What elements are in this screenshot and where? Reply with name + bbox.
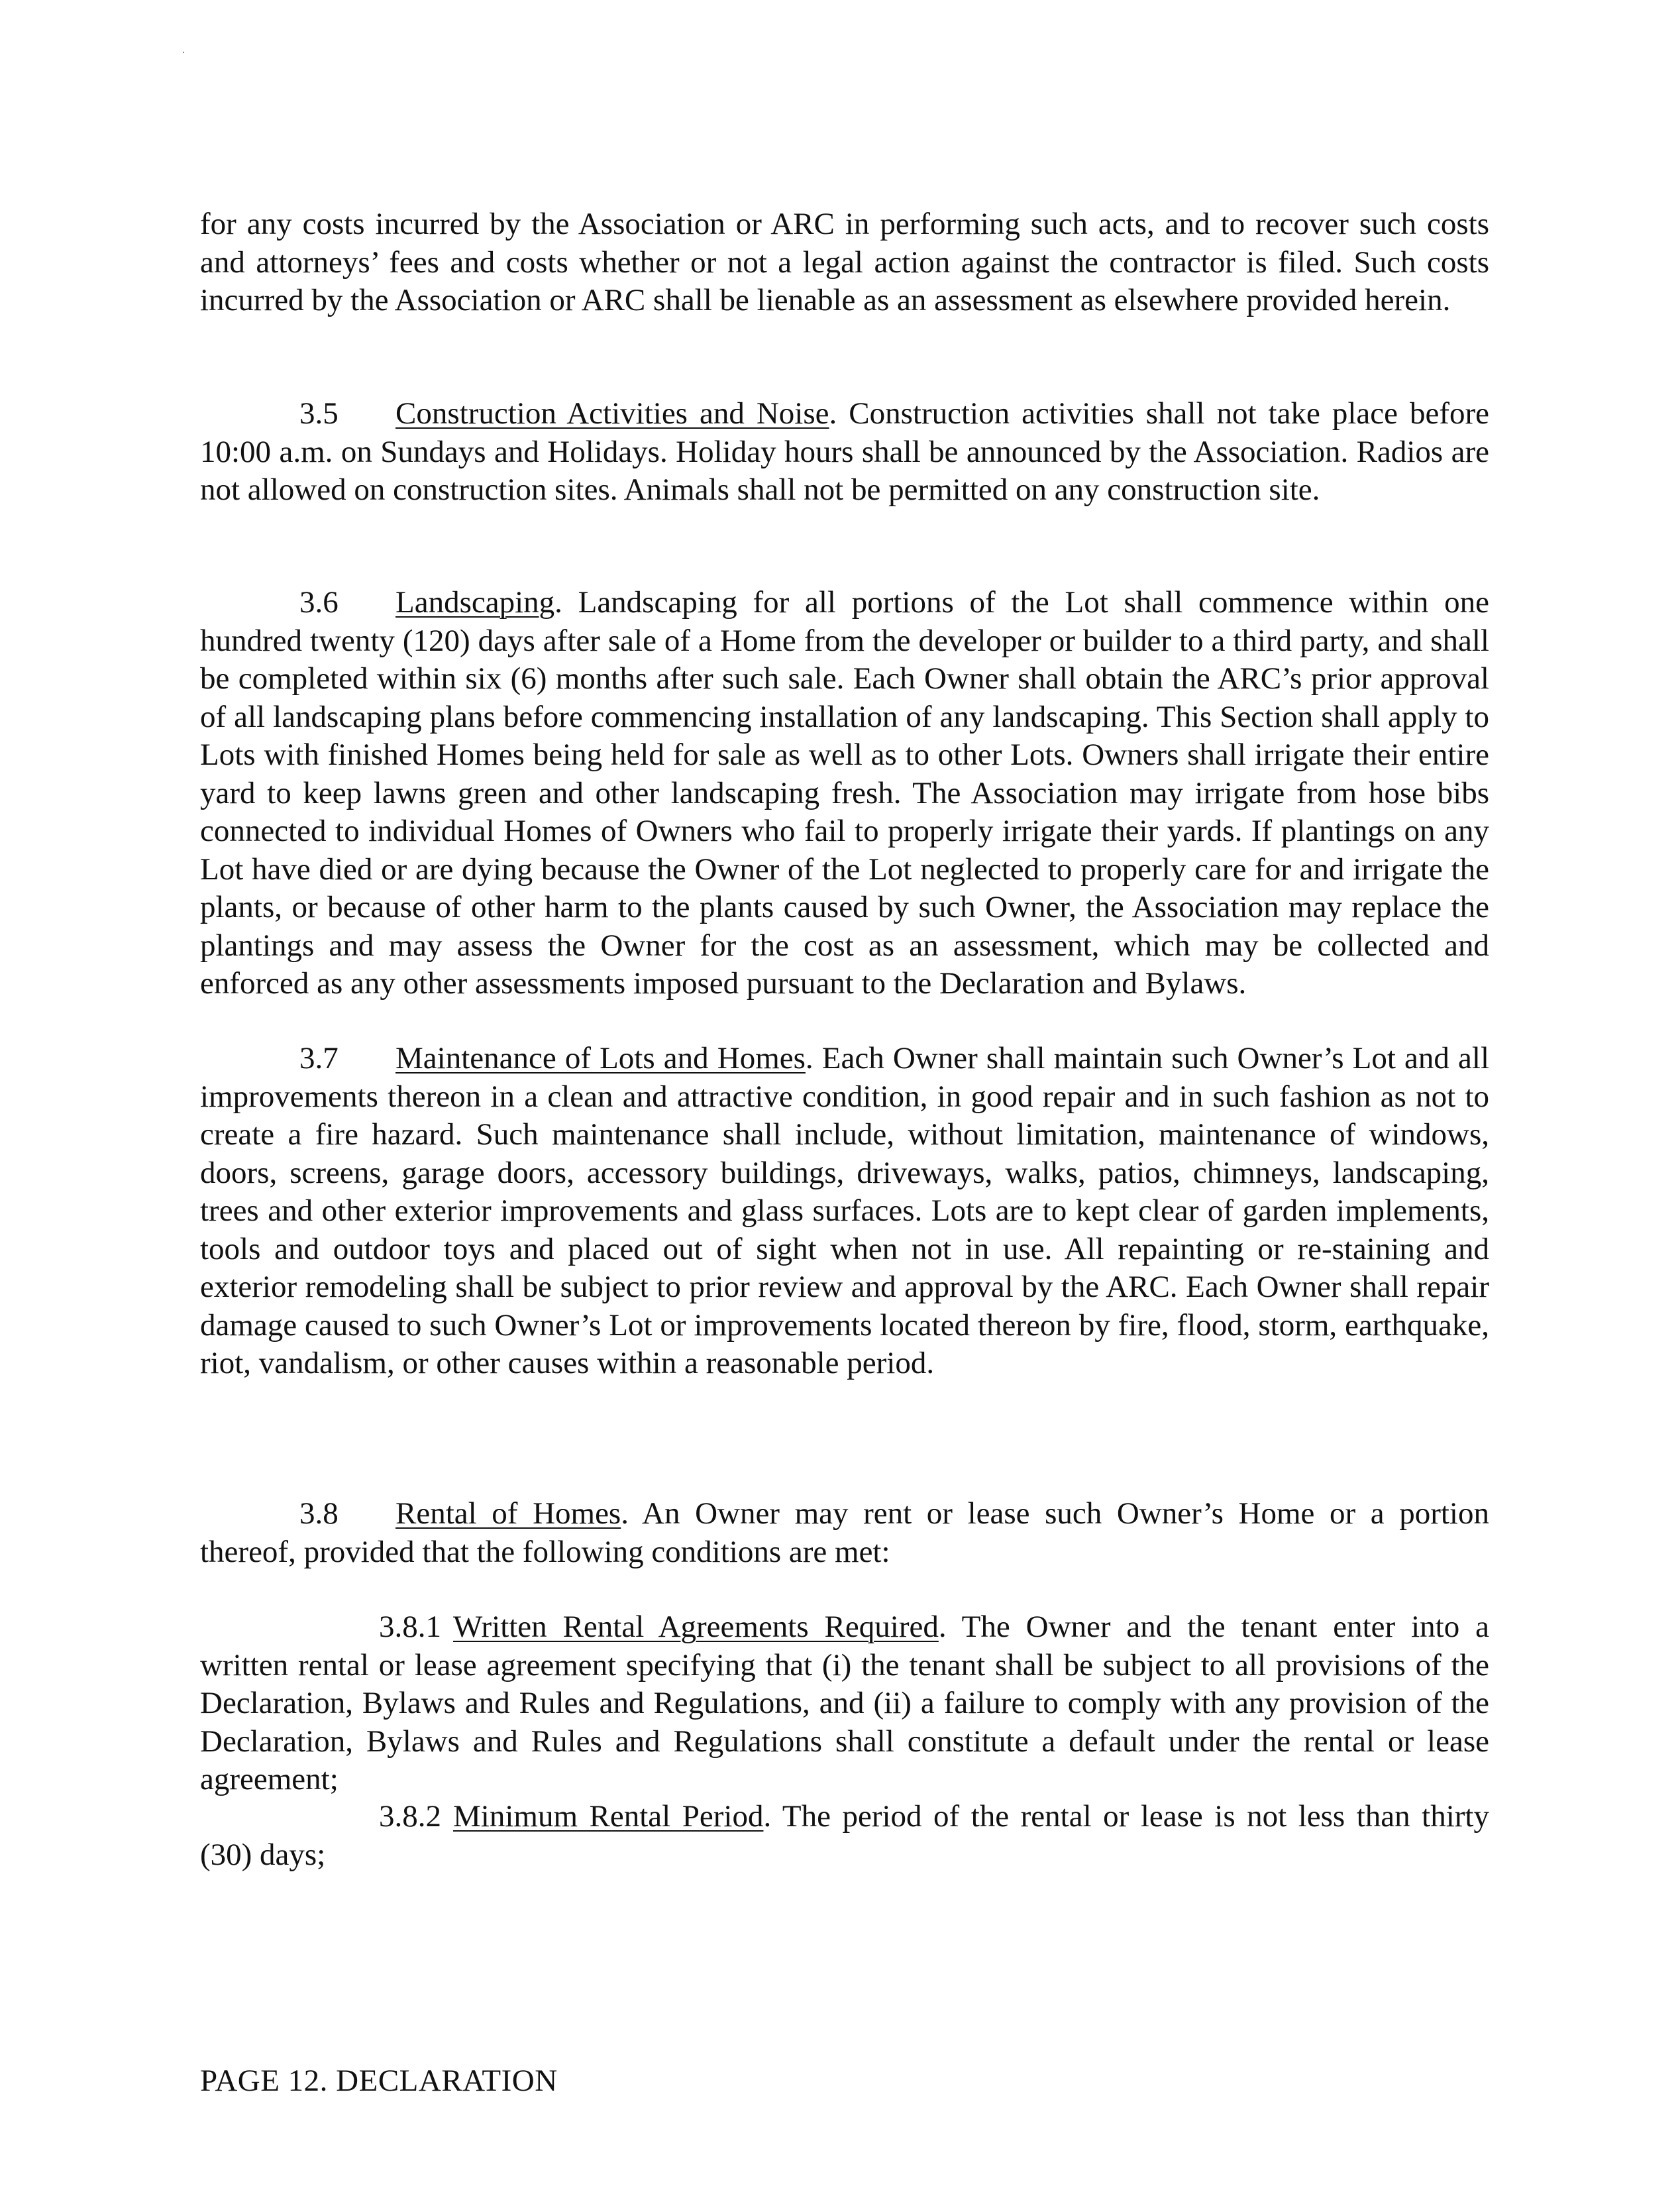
subsection-heading: Written Rental Agreements Required bbox=[453, 1610, 939, 1644]
section-number: 3.8 bbox=[299, 1496, 339, 1531]
subsection-heading: Minimum Rental Period bbox=[453, 1799, 764, 1834]
scan-speck bbox=[183, 52, 184, 53]
section-3-5 bbox=[200, 395, 1489, 510]
section-heading: Rental of Homes bbox=[395, 1496, 621, 1531]
continuation-paragraph: for any costs incurred by the Association or ARC in performing such acts, and to recover such costs and attorneys’ fees and costs whether or not a legal action against the contractor is filed. Such costs incurred by the Association or ARC shall be lienable as an assessment as elsewhere provided herein. bbox=[200, 207, 1489, 317]
section-body: . Each Owner shall maintain such Owner’s Lot and all improvements thereon in a clean and attractive condition, in good repair and in such fashion as not to create a fire hazard. Such maintenance shall include, without limitation, maintenance of windows, doors, screens, garage doors, accessory buildings, driveways, walks, patios, chimneys, landscaping, trees and other exterior improvements and glass surfaces. Lots are to kept clear of garden implements, tools and outdoor toys and placed out of sight when not in use. All repainting or re-staining and exterior remodeling shall be subject to prior review and approval by the ARC. Each Owner shall repair damage caused to such Owner’s Lot or improvements located thereon by fire, flood, storm, earthquake, riot, vandalism, or other causes within a reasonable period. bbox=[200, 1041, 1489, 1380]
section-3-7 bbox=[200, 1040, 1489, 1383]
page-footer: PAGE 12. DECLARATION bbox=[200, 2063, 558, 2098]
subsection-number: 3.8.1 bbox=[379, 1610, 441, 1644]
subsection-number: 3.8.2 bbox=[379, 1799, 441, 1834]
section-3-6 bbox=[200, 584, 1489, 1003]
section-number: 3.7 bbox=[299, 1041, 339, 1075]
section-heading: Maintenance of Lots and Homes bbox=[395, 1041, 806, 1075]
subsection-3-8-2 bbox=[200, 1798, 1489, 1874]
subsection-body: . The period of the rental or lease is not less than thirty (30) days; bbox=[200, 1799, 1489, 1872]
section-body: . An Owner may rent or lease such Owner’s Home or a portion thereof, provided that the following conditions are met: bbox=[200, 1496, 1489, 1569]
section-heading: Landscaping bbox=[395, 585, 555, 620]
section-heading: Construction Activities and Noise bbox=[395, 396, 829, 431]
subsection-body: . The Owner and the tenant enter into a written rental or lease agreement specifying that (i) the tenant shall be subject to all provisions of the Declaration, Bylaws and Rules and Regulations, and (ii) a failure to comply with any provision of the Declaration, Bylaws and Rules and Regulations shall constitute a default under the rental or lease agreement; bbox=[200, 1610, 1489, 1796]
section-number: 3.5 bbox=[299, 396, 339, 431]
subsection-3-8-1 bbox=[200, 1608, 1489, 1799]
section-body: . Construction activities shall not take place before 10:00 a.m. on Sundays and Holidays. Holiday hours shall be announced by the Association. Radios are not allowed on construction sites. Animals shall not be permitted on any construction site. bbox=[200, 396, 1489, 507]
section-3-8 bbox=[200, 1495, 1489, 1571]
section-body: . Landscaping for all portions of the Lot shall commence within one hundred twenty (120) days after sale of a Home from the developer or builder to a third party, and shall be completed within six (6) months after such sale. Each Owner shall obtain the ARC’s prior approval of all landscaping plans before commencing installation of any landscaping. This Section shall apply to Lots with finished Homes being held for sale as well as to other Lots. Owners shall irrigate their entire yard to keep lawns green and other landscaping fresh. The Association may irrigate from hose bibs connected to individual Homes of Owners who fail to properly irrigate their yards. If plantings on any Lot have died or are dying because the Owner of the Lot neglected to properly care for and irrigate the plants, or because of other harm to the plants caused by such Owner, the Association may replace the plantings and may assess the Owner for the cost as an assessment, which may be collected and enforced as any other assessments imposed pursuant to the Declaration and Bylaws. bbox=[200, 585, 1489, 1001]
section-number: 3.6 bbox=[299, 585, 339, 620]
